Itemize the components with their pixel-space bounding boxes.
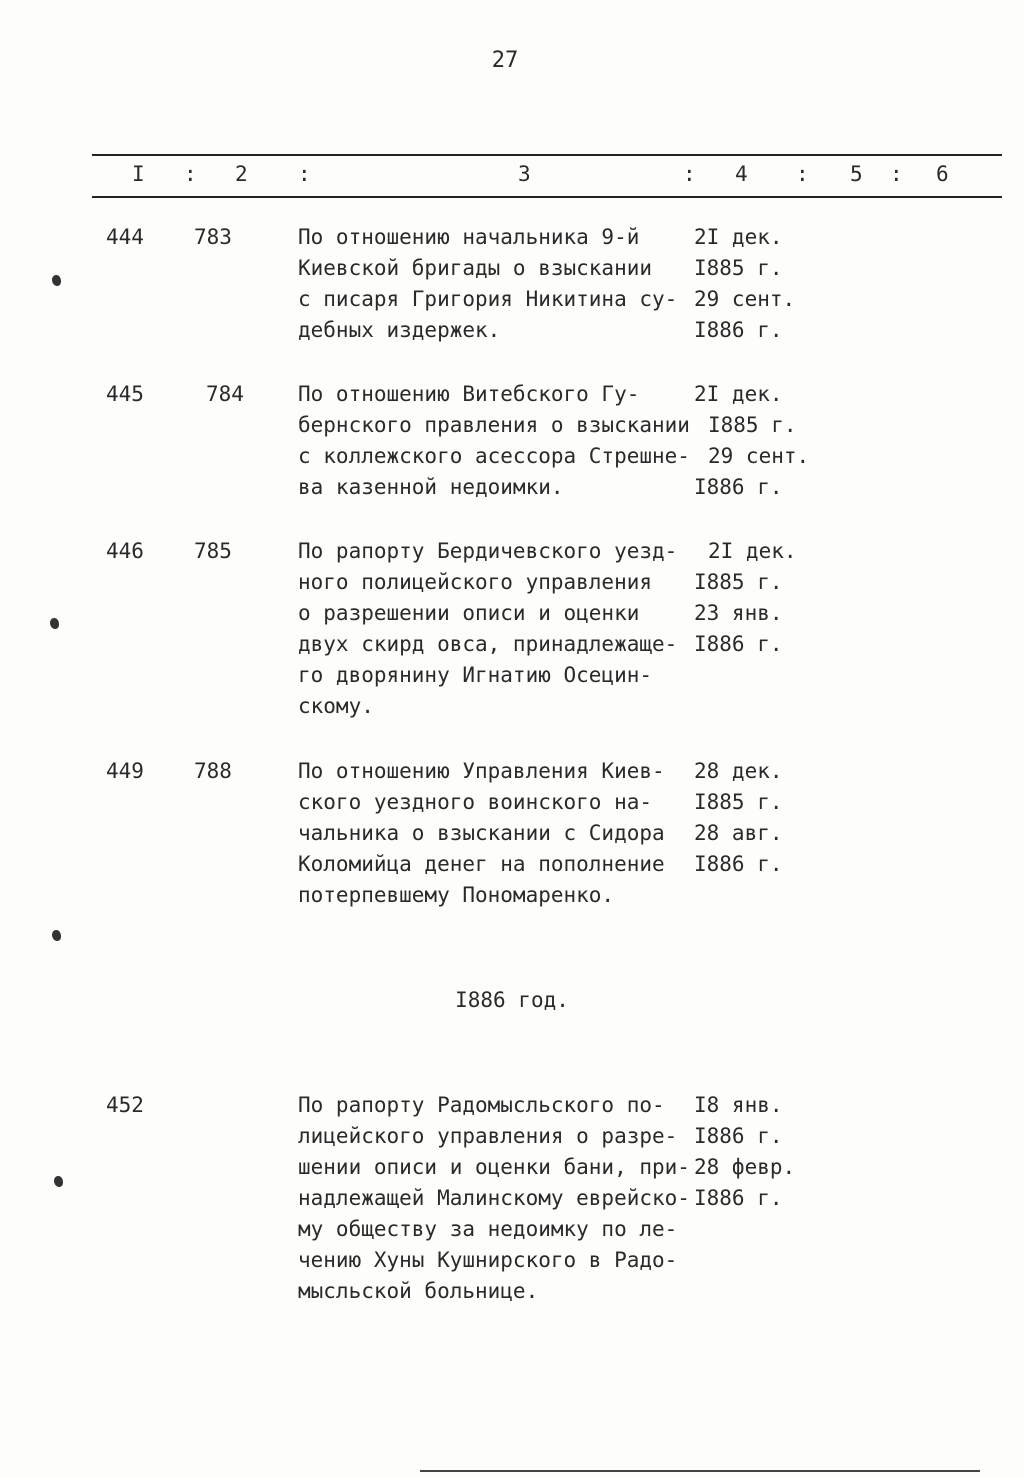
binding-hole-mark [50, 618, 59, 629]
description-line: надлежащей Малинскому еврейско- [298, 1186, 690, 1210]
date-line: I886 г. [694, 318, 783, 342]
date-line: 23 янв. [694, 601, 783, 625]
entry-number: 449 [106, 759, 144, 783]
description-line: ского уездного воинского на- [298, 790, 653, 814]
description-line: с коллежского асессора Стрешне- [298, 444, 690, 468]
header-col-6: 6 [936, 162, 949, 186]
date-line: I885 г. [694, 256, 783, 280]
date-line: I885 г. [694, 570, 783, 594]
page-number: 27 [491, 48, 519, 73]
year-heading: I886 год. [455, 988, 569, 1012]
description-line: скому. [298, 694, 374, 718]
header-sep: : [683, 162, 696, 186]
date-line: I8 янв. [694, 1093, 783, 1117]
header-sep: : [298, 162, 311, 186]
date-line: 2I дек. [694, 382, 783, 406]
date-line: I886 г. [694, 1124, 783, 1148]
description-line: По отношению начальника 9-й [298, 225, 640, 249]
header-sep: : [184, 162, 197, 186]
description-line: о разрешении описи и оценки [298, 601, 640, 625]
description-line: потерпевшему Пономаренко. [298, 883, 615, 907]
date-line: 28 дек. [694, 759, 783, 783]
header-sep: : [796, 162, 809, 186]
description-line: По рапорту Бердичевского уезд- [298, 539, 678, 563]
header-col-4: 4 [735, 162, 748, 186]
description-line: бернского правления о взыскании [298, 413, 690, 437]
description-line: лицейского управления о разре- [298, 1124, 678, 1148]
date-line: I886 г. [694, 852, 783, 876]
description-line: По отношению Управления Киев- [298, 759, 665, 783]
binding-hole-mark [52, 275, 61, 286]
description-line: с писаря Григория Никитина су- [298, 287, 678, 311]
date-line: I885 г. [708, 413, 797, 437]
description-line: двух скирд овса, принадлежаще- [298, 632, 678, 656]
entry-number: 446 [106, 539, 144, 563]
description-line: ва казенной недоимки. [298, 475, 564, 499]
description-line: чальника о взыскании с Сидора [298, 821, 665, 845]
date-line: 28 февр. [694, 1155, 796, 1179]
bottom-edge-rule [420, 1470, 980, 1472]
entry-number: 444 [106, 225, 144, 249]
file-number: 785 [194, 539, 232, 563]
description-line: го дворянину Игнатию Осецин- [298, 663, 653, 687]
header-sep: : [890, 162, 903, 186]
date-line: I886 г. [694, 632, 783, 656]
date-line: 2I дек. [694, 225, 783, 249]
description-line: шении описи и оценки бани, при- [298, 1155, 690, 1179]
description-line: По рапорту Радомысльского по- [298, 1093, 665, 1117]
file-number: 784 [206, 382, 244, 406]
header-col-5: 5 [850, 162, 863, 186]
entry-number: 445 [106, 382, 144, 406]
description-line: По отношению Витебского Гу- [298, 382, 640, 406]
header-col-2: 2 [235, 162, 248, 186]
file-number: 783 [194, 225, 232, 249]
date-line: 29 сент. [694, 287, 796, 311]
date-line: 28 авг. [694, 821, 783, 845]
header-bottom-rule [92, 196, 1002, 198]
date-line: I886 г. [694, 475, 783, 499]
binding-hole-mark [54, 1176, 63, 1187]
description-line: Киевской бригады о взыскании [298, 256, 653, 280]
description-line: мысльской больнице. [298, 1279, 539, 1303]
description-line: му обществу за недоимку по ле- [298, 1217, 678, 1241]
date-line: I886 г. [694, 1186, 783, 1210]
header-col-1: I [132, 162, 145, 186]
description-line: Коломийца денег на пополнение [298, 852, 665, 876]
entry-number: 452 [106, 1093, 144, 1117]
description-line: дебных издержек. [298, 318, 501, 342]
date-line: 2I дек. [708, 539, 797, 563]
header-top-rule [92, 154, 1002, 156]
file-number: 788 [194, 759, 232, 783]
date-line: I885 г. [694, 790, 783, 814]
header-col-3: 3 [518, 162, 531, 186]
binding-hole-mark [52, 930, 61, 941]
date-line: 29 сент. [708, 444, 810, 468]
description-line: ного полицейского управления [298, 570, 653, 594]
description-line: чению Хуны Кушнирского в Радо- [298, 1248, 678, 1272]
